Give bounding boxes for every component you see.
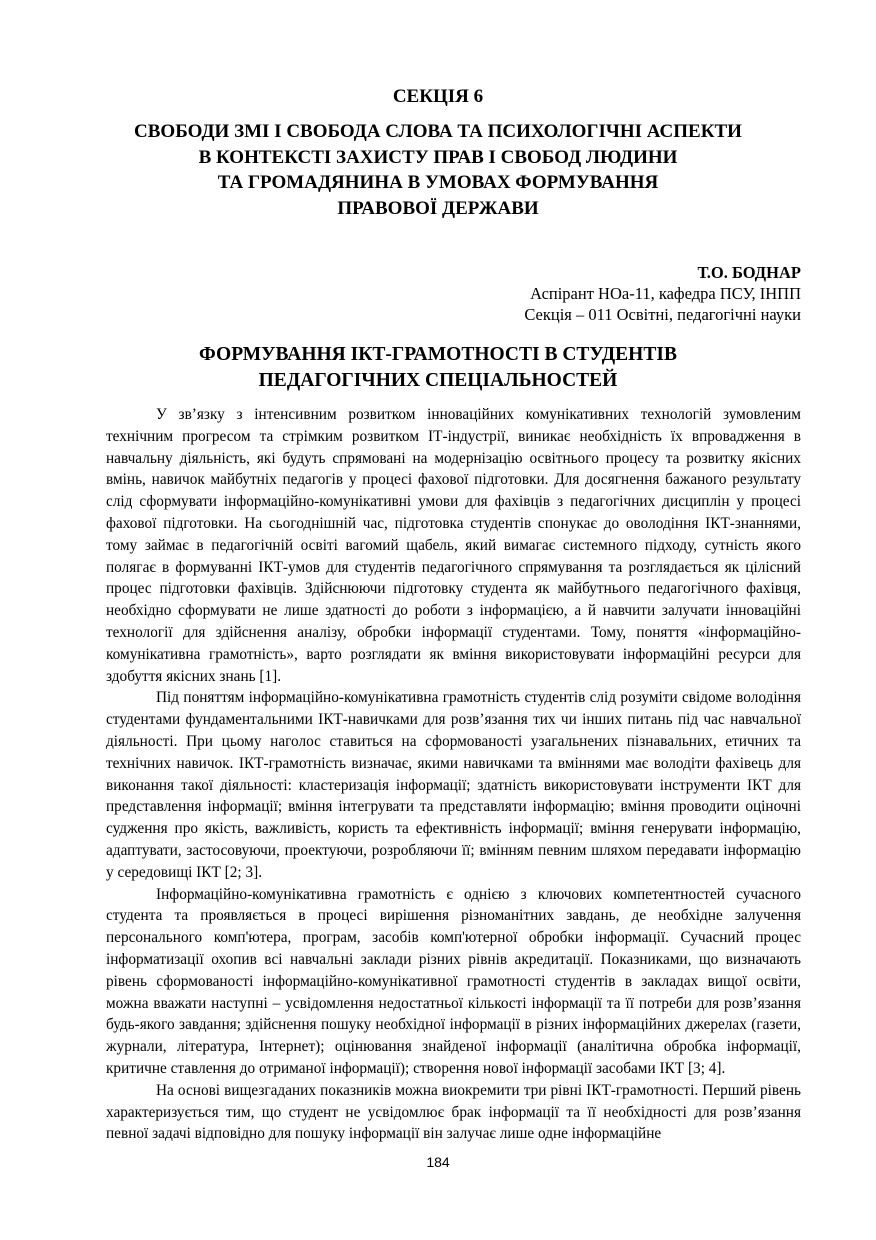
author-block: [524, 262, 801, 325]
section-title-line: ПРАВОВОЇ ДЕРЖАВИ: [337, 197, 539, 219]
paragraph: У зв’язку з інтенсивним розвитком інноваційних комунікативних технологій зумовленим технічним прогресом та стрімким розвитком ІТ-індустрії, виникає необхідність їх впровадження в навчальну діяльність, які будуть спрямовані на модернізацію освітнього процесу та розвитку якісних вмінь, навичок майбутніх педагогів у процесі фахової підготовки. Для досягнення бажаного результату слід сформувати інформаційно-комунікативні умови для фахівців з педагогічних дисциплін у процесі фахової підготовки. На сьогоднішній час, підготовка студентів спонукає до оволодіння ІКТ-знаннями, тому займає в педагогічній освіті вагомий щабель, який вимагає системного підходу, сутність якого полягає в формуванні ІКТ-умов для студентів педагогічного спрямування та розглядається як цілісний процес підготовки фахівців. Здійснюючи підготовку студента як майбутнього педагогічного фахівця, необхідно сформувати не лише здатності до роботи з інформацією, а й навчити залучати інноваційні технології для здійснення аналізу, обробки інформації студентами. Тому, поняття «інформаційно-комунікативна грамотність», варто розглядати як вміння використовувати інформаційні ресурси для здобуття якісних знань [1].: [106, 406, 801, 685]
author-name: Т.О. БОДНАР: [697, 263, 801, 282]
page-number: 184: [426, 1154, 450, 1170]
section-title-line: ТА ГРОМАДЯНИНА В УМОВАХ ФОРМУВАННЯ: [217, 172, 659, 193]
paragraph: Інформаційно-комунікативна грамотність є однією з ключових компетентностей сучасного студента та проявляється в процесі вирішення різноманітних завдань, де необхідне залучення персонального комп'ютера, програм, засобів комп'ютерної обробки інформації. Сучасний процес інформатизації охопив всі навчальні заклади різних рівнів акредитації. Показниками, що визначають рівень сформованості інформаційно-комунікативної грамотності студентів в закладах вищої освіти, можна вважати наступні – усвідомлення недостатньої кількості інформації та її потреби для розв’язання будь-якого завдання; здійснення пошуку необхідної інформації в різних інформаційних джерелах (газети, журнали, література, Інтернет); оцінювання знайденої інформації (аналітична обробка інформації, критичне ставлення до отриманої інформації); створення нової інформації засобами ІКТ [3; 4].: [106, 885, 801, 1077]
paragraph: На основі вищезгаданих показників можна виокремити три рівні ІКТ-грамотності. Перший рівень характеризується тим, що студент не усвідомлює брак інформації та її необхідності для розв’язання певної задачі відповідно для пошуку інформації він залучає лише одне інформаційне: [106, 1081, 801, 1143]
article-body: [106, 404, 801, 1145]
section-label: СЕКЦІЯ 6: [392, 86, 484, 107]
article-title: [60, 342, 816, 393]
section-title-line: СВОБОДИ ЗМІ І СВОБОДА СЛОВА ТА ПСИХОЛОГІЧНІ АСПЕКТИ: [134, 121, 742, 142]
article-title-line: ПЕДАГОГІЧНИХ СПЕЦІАЛЬНОСТЕЙ: [258, 369, 618, 391]
section-title: [60, 119, 816, 221]
article-title-line: ФОРМУВАННЯ ІКТ-ГРАМОТНОСТІ В СТУДЕНТІВ: [199, 344, 677, 365]
section-title-line: В КОНТЕКСТІ ЗАХИСТУ ПРАВ І СВОБОД ЛЮДИНИ: [198, 146, 678, 168]
author-section: Секція – 011 Освітні, педагогічні науки: [524, 305, 801, 324]
paragraph: Під поняттям інформаційно-комунікативна грамотність студентів слід розуміти свідоме володіння студентами фундаментальними ІКТ-навичками для розв’язання тих чи інших питань під час навчальної діяльності. При цьому наголос ставиться на сформованості узагальнених пізнавальних, етичних та технічних навичок. ІКТ-грамотність визначає, якими навичками та вміннями має володіти фахівець для виконання такої діяльності: кластеризація інформації; здатність використовувати інструменти ІКТ для представлення інформації; вміння інтегрувати та представляти інформацію; вміння проводити оціночні судження про якість, важливість, користь та ефективність інформації; вміння генерувати інформацію, адаптувати, застосовуючи, проектуючи, розробляючи її; вмінням певним шляхом передавати інформацію у середовищі ІКТ [2; 3].: [106, 689, 801, 881]
author-position: Аспірант НОа-11, кафедра ПСУ, ІНПП: [530, 284, 801, 303]
